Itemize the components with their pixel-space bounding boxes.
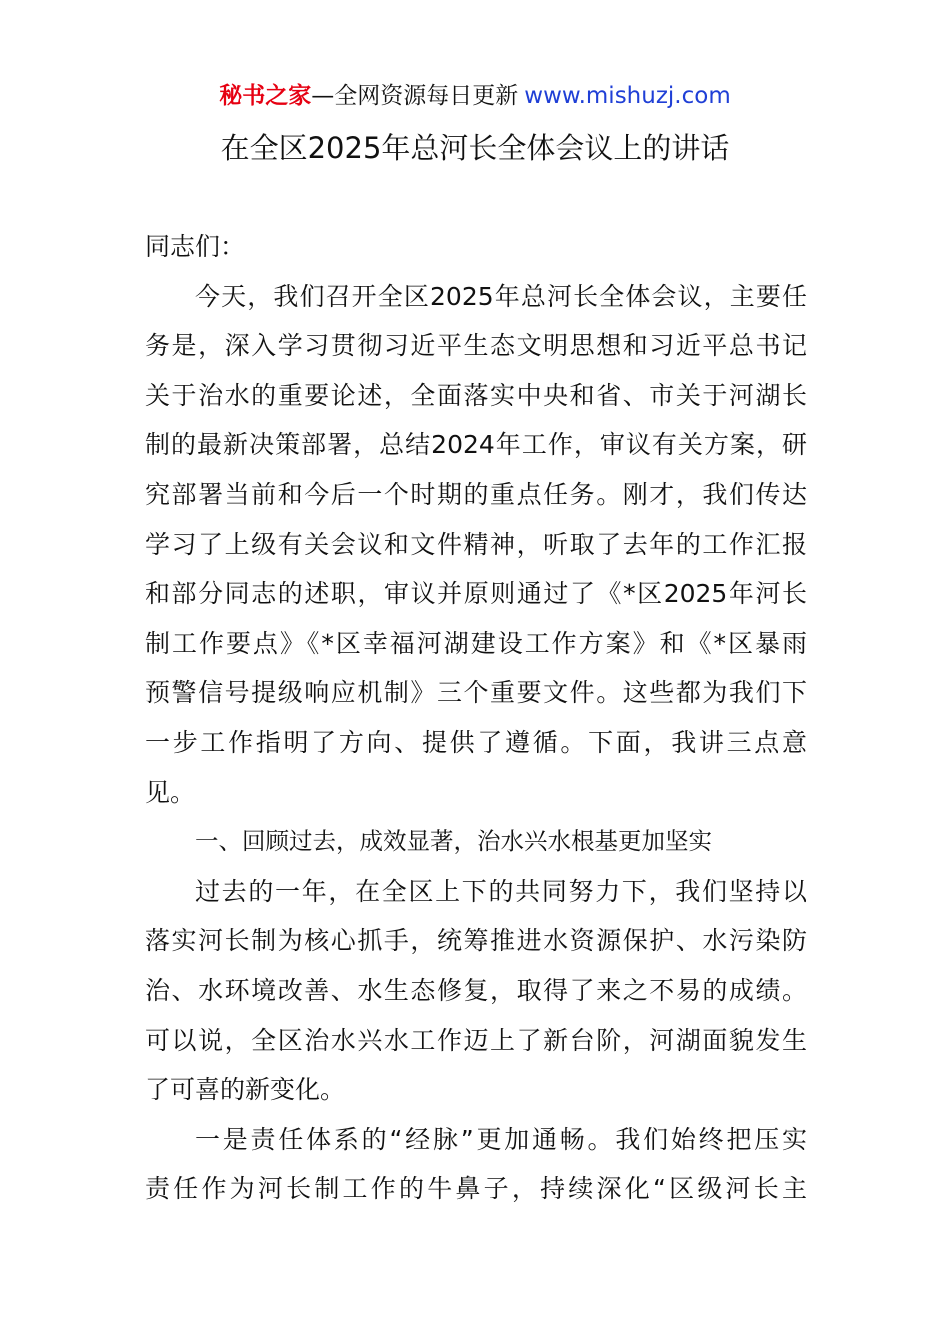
- body-line: 过去的一年，在全区上下的共同努力下，我们坚持以: [195, 876, 807, 906]
- body-line: 见。: [145, 777, 196, 807]
- body-line: 一步工作指明了方向、提供了遵循。下面，我讲三点意: [145, 727, 807, 757]
- body-line: 务是，深入学习贯彻习近平生态文明思想和习近平总书记: [145, 331, 807, 361]
- site-brand: 秘书之家: [219, 83, 312, 109]
- section-heading: 一、回顾过去，成效显著，治水兴水根基更加坚实: [195, 827, 712, 856]
- site-url-link[interactable]: www.mishuzj.com: [524, 83, 731, 109]
- body-line: 可以说，全区治水兴水工作迈上了新台阶，河湖面貌发生: [145, 1025, 807, 1055]
- document-title: 在全区2025年总河长全体会议上的讲话: [220, 131, 730, 165]
- salutation: 同志们：: [145, 232, 246, 261]
- body-line: 一是责任体系的“经脉”更加通畅。我们始终把压实: [195, 1124, 807, 1154]
- body-line: 预警信号提级响应机制》三个重要文件。这些都为我们下: [145, 678, 807, 708]
- body-line: 今天，我们召开全区2025年总河长全体会议，主要任: [195, 281, 807, 311]
- body-line: 责任作为河长制工作的牛鼻子，持续深化“区级河长主: [145, 1174, 807, 1204]
- body-line: 关于治水的重要论述，全面落实中央和省、市关于河湖长: [145, 380, 807, 410]
- body-line: 制工作要点》《*区幸福河湖建设工作方案》和《*区暴雨: [145, 628, 807, 658]
- body-line: 治、水环境改善、水生态修复，取得了来之不易的成绩。: [145, 975, 807, 1005]
- site-header: [0, 80, 950, 112]
- body-line: 学习了上级有关会议和文件精神，听取了去年的工作汇报: [145, 529, 807, 559]
- document-body: [145, 222, 807, 1214]
- site-tagline: —全网资源每日更新: [311, 83, 519, 109]
- body-line: 和部分同志的述职，审议并原则通过了《*区2025年河长: [145, 579, 807, 609]
- body-line: 落实河长制为核心抓手，统筹推进水资源保护、水污染防: [145, 926, 807, 956]
- body-line: 究部署当前和今后一个时期的重点任务。刚才，我们传达: [145, 479, 807, 509]
- body-line: 了可喜的新变化。: [145, 1075, 346, 1105]
- body-line: 制的最新决策部署，总结2024年工作，审议有关方案，研: [145, 430, 807, 460]
